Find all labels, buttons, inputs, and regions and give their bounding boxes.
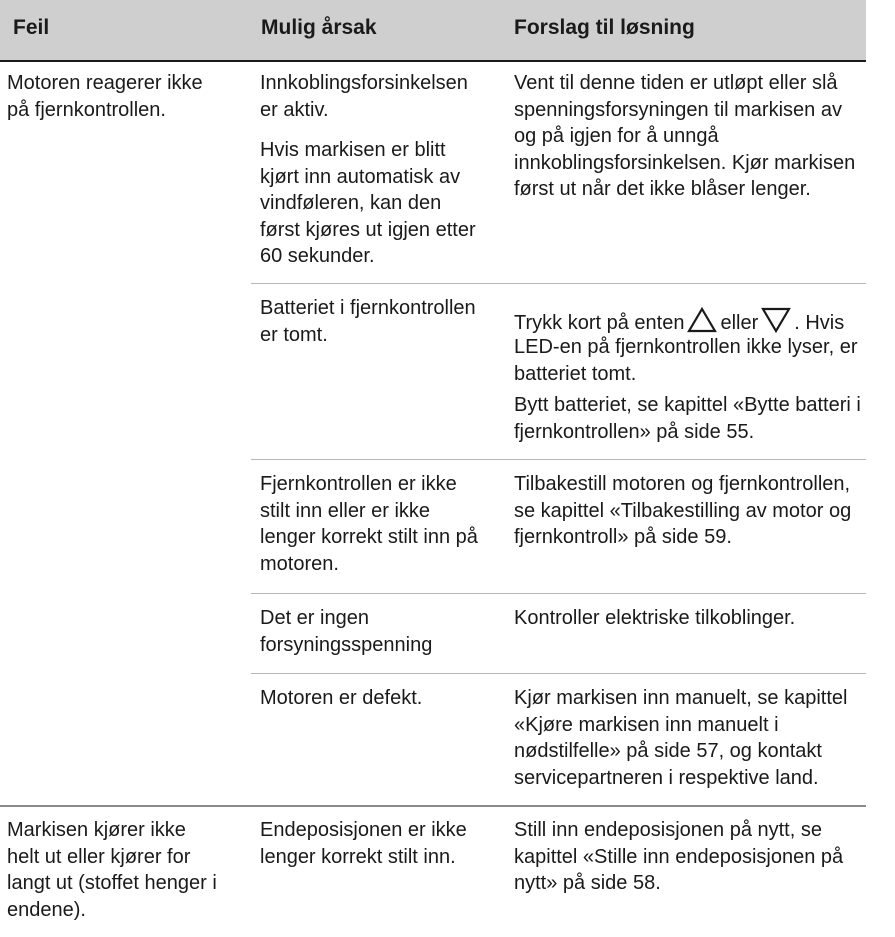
row-1-cause-5-text: Motoren er defekt.: [260, 687, 423, 709]
column-header-forslag: Forslag til løsning: [514, 16, 695, 39]
row-2-solution-1: Still inn endeposisjonen på nytt, se kapittel «Stille inn endeposisjonen på nytt» på side 58.: [514, 819, 844, 894]
row-1-solution-3: Tilbakestill motoren og fjernkontrollen, se kapittel «Tilbakestilling av motor og fjernkontroll» på side 59.: [514, 473, 852, 548]
row-1-cause-1-text-1: Innkoblingsforsinkelsen er aktiv.: [260, 72, 468, 121]
row-1-solution-4: Kontroller elektriske tilkoblinger.: [514, 607, 796, 629]
row-1-cause-2-text: Batteriet i fjernkontrollen er tomt.: [260, 297, 476, 346]
row-1-solution-1: Vent til denne tiden er utløpt eller slå spenningsforsyningen til markisen av og på igjen for å unngå innkoblingsforsinkelsen. Kjør markisen først ut når det ikke blåser lenger.: [514, 72, 856, 200]
row-divider: [251, 283, 866, 284]
row-1-cause-1-text-2: Hvis markisen er blitt kjørt inn automatisk av vindføleren, kan den først kjøres ut igjen etter 60 sekunder.: [260, 139, 476, 267]
row-1-solution-2-text-1: LED-en på fjernkontrollen ikke lyser, er batteriet tomt.: [514, 336, 858, 385]
row-divider: [251, 673, 866, 674]
section-divider: [0, 805, 866, 807]
column-header-feil: Feil: [13, 16, 50, 39]
row-2-cause-1-text: Endeposisjonen er ikke lenger korrekt stilt inn.: [260, 819, 467, 868]
solution-text-middle: eller: [720, 312, 759, 334]
solution-text-before: Trykk kort på enten: [514, 312, 685, 334]
row-1-feil: Motoren reagerer ikke på fjernkontrollen.: [7, 72, 203, 121]
row-divider: [251, 459, 866, 460]
row-1-cause-3-text: Fjernkontrollen er ikke stilt inn eller er ikke lenger korrekt stilt inn på motoren.: [260, 473, 478, 575]
row-2-feil: Markisen kjører ikke helt ut eller kjører for langt ut (stoffet henger i endene).: [7, 819, 217, 921]
row-1-cause-4-text: Det er ingen forsyningsspenning: [260, 607, 433, 656]
row-1-solution-2-text-2: Bytt batteriet, se kapittel «Bytte batteri i fjernkontrollen» på side 55.: [514, 394, 861, 443]
column-header-mulig-arsak: Mulig årsak: [261, 16, 377, 39]
table-header: [0, 0, 866, 62]
solution-text-after: . Hvis: [794, 312, 845, 334]
row-divider: [251, 593, 866, 594]
row-1-solution-5: Kjør markisen inn manuelt, se kapittel «Kjøre markisen inn manuelt i nødstilfelle» på side 57, og kontakt servicepartneren i respektive land.: [514, 687, 848, 789]
